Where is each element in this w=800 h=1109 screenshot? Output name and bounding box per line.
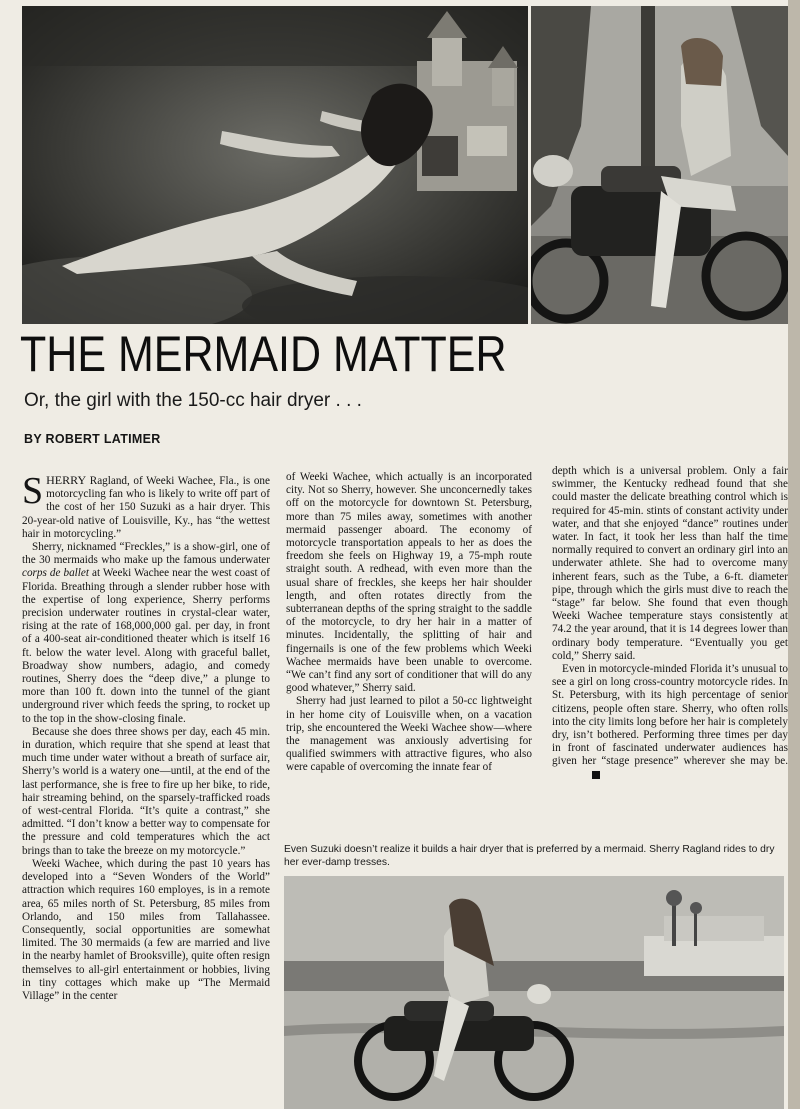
end-mark-icon	[592, 771, 600, 779]
paragraph-text: at Weeki Wachee near the west coast of Florida. Breathing through a slender rubber hose with the expertise of long experience, Sherry performs precision underwater routines in crystal-clear water, rising at the rate of 168,000,000 gal. per day, in front of a 400-seat air-conditioned theater which is itself 16 ft. below the water level. Along with graceful ballet, Broadway show numbers, adagio, and comedy routines, Sherry does the “deep dive,” a plunge to more than 100 ft. down into the tunnel of the giant underground river which feeds the spring, to rocket up to the top in the show-closing finale.	[22, 567, 270, 725]
paragraph-text: Even in motorcycle-minded Florida it’s unusual to see a girl on long cross-country motorcycle rides. In St. Petersburg, with its high percentage of senior citizens, people often stare. Sherry, who often rolls into the city limits long before her hair is completely dry, isn’t bothered. Performing three times per day in front of fascinated underwater audiences has given her “stage presence” wherever she may be.	[552, 663, 788, 768]
article-column-2	[286, 471, 532, 775]
riding-motorcycle-photo	[284, 876, 784, 1109]
headline: THE MERMAID MATTER	[20, 326, 507, 382]
article-column-3	[552, 465, 788, 782]
paragraph-text: Ragland, of Weeki Wachee, Fla., is one motorcycling fan who is likely to write off part of the cost of her 150 Suzuki as a hair dryer. This 20-year-old native of Louisville, Ky., has “the wettest hair in motorcycling.”	[22, 475, 270, 540]
paragraph-text: Sherry, nicknamed “Freckles,” is a show-girl, one of the 30 mermaids who make up the famous underwater	[22, 541, 270, 567]
byline: BY ROBERT LATIMER	[24, 432, 161, 446]
paragraph: Weeki Wachee, which during the past 10 years has developed into a “Seven Wonders of the World” attraction which requires 160 employes, is in a remote area, 65 miles north of St. Petersburg, 85 miles from Orlando, and 150 miles from Tallahassee. Consequently, social opportunities are somewhat limited. The 30 mermaids (a few are married and live in the nearby hamlet of Brooksville), quite often resign themselves to all-girl entertainment or hobbies, living in tiny cottages which make up “The Mermaid Village” in the center	[22, 857, 270, 1002]
paragraph	[552, 663, 788, 782]
paragraph: Sherry had just learned to pilot a 50-cc lightweight in her home city of Louisville when, on a vacation trip, she encountered the Weeki Wachee show—where the management was anxiously advertising for qualified swimmers with attractive figures, who also were capable of overcoming the innate fear of	[286, 695, 532, 774]
paragraph: of Weeki Wachee, which actually is an incorporated city. Not so Sherry, however. She unconcernedly takes off on the motorcycle for downtown St. Petersburg, more than 75 miles away, sometimes with another mermaid passenger aboard. The economy of motorcycle transportation appeals to her as does the freedom she feels on Highway 19, a 75-mph route straight south. A redhead, with even more than the usual share of freckles, she keeps her hair shoulder length, and often rotates directly from the subterranean depths of the spring straight to the saddle of the motorcycle, to dry her hair in a matter of minutes. Incidentally, the splitting of hair and fingernails is one of the few problems which Weeki Wachee mermaids have been unable to overcome. “We can’t find any sort of conditioner that will do any good whatever,” Sherry said.	[286, 471, 532, 695]
italic-phrase: corps de ballet	[22, 567, 89, 580]
paragraph	[22, 541, 270, 726]
article-column-1	[22, 470, 270, 1003]
subtitle: Or, the girl with the 150-cc hair dryer . . .	[24, 390, 362, 411]
paragraph	[22, 470, 270, 541]
underwater-mermaid-photo	[22, 6, 528, 324]
paragraph: Because she does three shows per day, each 45 min. in duration, which require that she spend at least that much time under water without a breath of surface air, Sherry’s world is a watery one—until, at the end of the last performance, she is free to fire up her bike, to ride, hair streaming behind, on the sparsely-trafficked roads of west-central Florida. “It’s quite a contrast,” she admitted. “I don’t know a better way to compensate for the pressure and cold temperatures which the act brings than to take the breeze on my motorcycle.”	[22, 725, 270, 857]
lead-word: HERRY	[46, 473, 87, 487]
photo-caption: Even Suzuki doesn’t realize it builds a hair dryer that is preferred by a mermaid. Sherry Ragland rides to dry her ever-damp tresses.	[284, 844, 775, 868]
paragraph: depth which is a universal problem. Only a fair swimmer, the Kentucky redhead found that she could master the delicate breathing control which is required for 45-min. stints of constant activity under water, and that she enjoyed “dance” routines under water. In fact, it took her less than half the time normally required to convert an ordinary girl into an underwater athlete. She had to overcome many inherent fears, such as the Tube, a 6-ft. diameter pipe, through which the girls must dive to reach the “stage” far below. She found that even though Weeki Wachee temperature stays consistently at 74.2 the year around, that it is 14 degrees lower than ordinary body temperature. “Eventually you get cold,” Sherry said.	[552, 465, 788, 662]
girl-on-motorcycle-photo	[531, 6, 788, 324]
drop-cap: S	[22, 470, 44, 512]
page-edge	[788, 0, 800, 1109]
